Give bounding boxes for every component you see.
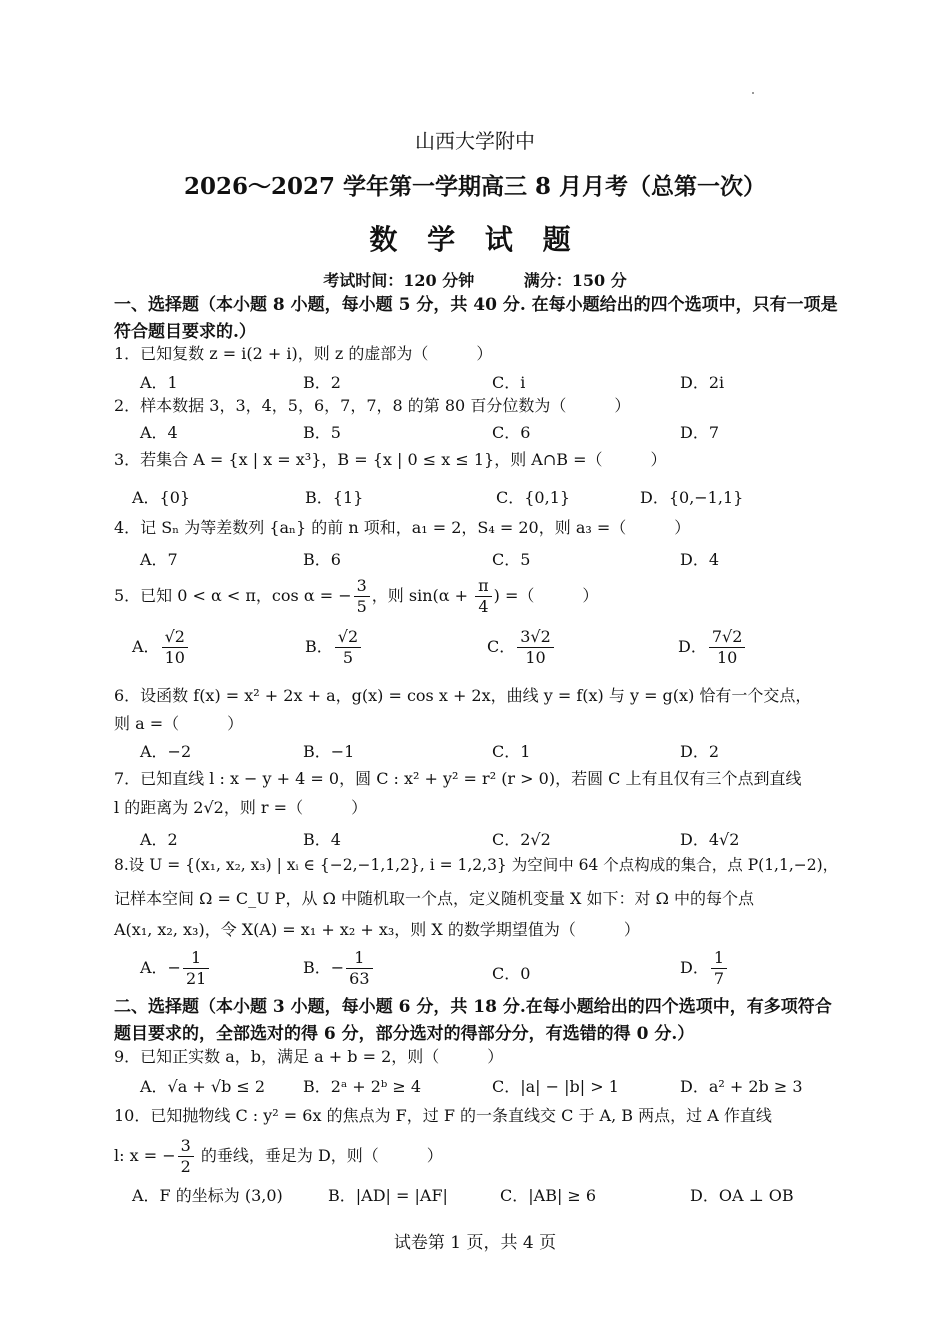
option-b bbox=[305, 627, 363, 668]
scan-dot bbox=[752, 92, 754, 94]
fraction-denominator: 5 bbox=[342, 648, 354, 667]
question-7-line-1: 7．已知直线 l : x − y + 4 = 0，圆 C : x² + y² = r² (r > 0)，若圆 C 上有且仅有三个点到直线 bbox=[114, 769, 802, 788]
question-10-line-2 bbox=[114, 1134, 840, 1178]
option-a: A．F 的坐标为 (3,0) bbox=[132, 1186, 283, 1205]
option-d: D．2 bbox=[680, 742, 720, 761]
fraction-numerator: √2 bbox=[335, 627, 361, 648]
fraction-numerator: 3√2 bbox=[517, 627, 554, 648]
option-fraction bbox=[335, 627, 361, 668]
exam-info bbox=[0, 268, 950, 291]
option-d: D．{0,−1,1} bbox=[640, 488, 744, 507]
subject-title: 数 学 试 题 bbox=[369, 223, 581, 256]
question-1: 1．已知复数 z = i(2 + i)，则 z 的虚部为（ ） bbox=[114, 344, 493, 363]
exam-title: 2026～2027 学年第一学期高三 8 月月考（总第一次） bbox=[183, 173, 767, 200]
question-10-line-2-prefix: l: x = − bbox=[114, 1146, 176, 1165]
option-c bbox=[487, 627, 556, 668]
question-3: 3．若集合 A = {x | x = x³}，B = {x | 0 ≤ x ≤ 1}，则 A∩B =（ ） bbox=[114, 450, 667, 469]
option-c: C．5 bbox=[492, 550, 531, 569]
question-5-mid: ，则 sin(α + bbox=[371, 586, 474, 605]
question-9: 9．已知正实数 a，b，满足 a + b = 2，则（ ） bbox=[114, 1047, 504, 1066]
school-name: 山西大学附中 bbox=[415, 129, 535, 153]
option-letter: A． bbox=[132, 637, 160, 656]
option-a: A．−2 bbox=[140, 742, 192, 761]
fraction-denominator: 4 bbox=[478, 597, 489, 616]
fraction-numerator: 1 bbox=[711, 948, 727, 969]
option-b: B．5 bbox=[303, 423, 341, 442]
fraction-denominator: 10 bbox=[716, 648, 738, 667]
fraction-numerator: 3 bbox=[354, 576, 370, 597]
option-d bbox=[680, 948, 729, 989]
option-a: A．1 bbox=[140, 373, 178, 392]
option-fraction bbox=[162, 627, 188, 668]
question-6-line-2: 则 a =（ ） bbox=[114, 714, 244, 733]
question-10-line-1: 10．已知抛物线 C : y² = 6x 的焦点为 F，过 F 的一条直线交 C 于 A, B 两点，过 A 作直线 bbox=[114, 1106, 772, 1125]
option-c: C．i bbox=[492, 373, 526, 392]
option-b: B．2ᵃ + 2ᵇ ≥ 4 bbox=[303, 1077, 422, 1096]
option-b: B．2 bbox=[303, 373, 341, 392]
question-5-prefix: 5．已知 0 < α < π，cos α = − bbox=[114, 586, 352, 605]
option-c: C．6 bbox=[492, 423, 531, 442]
fraction-directrix bbox=[178, 1136, 194, 1177]
exam-time: 考试时间：120 分钟 bbox=[323, 271, 475, 290]
question-8-line-1: 8.设 U = {(x₁, x₂, x₃) | xᵢ ∈ {−2,−1,1,2}, i = 1,2,3} 为空间中 64 个点构成的集合，点 P(1,1,−2)， bbox=[114, 856, 839, 874]
question-8-line-2: 记样本空间 Ω = C_U P，从 Ω 中随机取一个点，定义随机变量 X 如下：对 Ω 中的每个点 bbox=[114, 889, 754, 908]
fraction-denominator: 10 bbox=[525, 648, 546, 667]
option-fraction bbox=[517, 627, 554, 668]
option-fraction bbox=[709, 627, 746, 668]
option-letter: B． bbox=[305, 637, 333, 656]
option-c: C．0 bbox=[492, 964, 531, 983]
question-5-suffix: ) =（ ） bbox=[493, 586, 599, 605]
fraction-cos bbox=[354, 576, 370, 617]
option-b bbox=[303, 948, 375, 989]
option-letter: C． bbox=[487, 637, 516, 656]
option-a: A．7 bbox=[140, 550, 178, 569]
option-a: A．√a + √b ≤ 2 bbox=[140, 1077, 266, 1096]
option-c: C．1 bbox=[492, 742, 531, 761]
fraction-numerator: 7√2 bbox=[709, 627, 746, 648]
question-8-line-3: A(x₁, x₂, x₃)，令 X(A) = x₁ + x₂ + x₃，则 X 的数学期望值为（ ） bbox=[114, 920, 640, 939]
option-b: B．4 bbox=[303, 830, 341, 849]
option-letter: B．− bbox=[303, 958, 345, 977]
question-6-line-1: 6．设函数 f(x) = x² + 2x + a，g(x) = cos x + 2x，曲线 y = f(x) 与 y = g(x) 恰有一个交点， bbox=[114, 686, 812, 705]
fraction-denominator: 10 bbox=[164, 648, 185, 667]
option-c: C．2√2 bbox=[492, 830, 551, 849]
option-letter: A．− bbox=[140, 958, 181, 977]
fraction-pi bbox=[475, 576, 492, 617]
fraction-numerator: 1 bbox=[346, 948, 372, 969]
option-c: C．|a| − |b| > 1 bbox=[492, 1077, 619, 1096]
option-a: A．{0} bbox=[132, 488, 191, 507]
question-5 bbox=[114, 574, 840, 618]
option-letter: D． bbox=[680, 958, 709, 977]
option-d: D．4√2 bbox=[680, 830, 740, 849]
option-fraction bbox=[711, 948, 727, 989]
fraction-denominator: 2 bbox=[180, 1157, 191, 1176]
option-fraction bbox=[346, 948, 372, 989]
option-d bbox=[678, 627, 747, 668]
section2-heading: 二、选择题（本小题 3 小题，每小题 6 分，共 18 分.在每小题给出的四个选项中，有多项符合题目要求的，全部选对的得 6 分，部分选对的得部分分，有选错的得 0 分.） bbox=[114, 997, 832, 1044]
option-a bbox=[140, 948, 211, 989]
option-d: D．4 bbox=[680, 550, 720, 569]
question-2: 2．样本数据 3，3，4，5，6，7，7，8 的第 80 百分位数为（ ） bbox=[114, 396, 631, 415]
option-fraction bbox=[183, 948, 209, 989]
option-b: B．6 bbox=[303, 550, 341, 569]
fraction-numerator: π bbox=[475, 576, 492, 597]
option-a: A．2 bbox=[140, 830, 178, 849]
option-d: D．OA ⊥ OB bbox=[690, 1186, 794, 1205]
fraction-denominator: 5 bbox=[356, 597, 367, 616]
option-c: C．{0,1} bbox=[496, 488, 571, 507]
option-b: B．−1 bbox=[303, 742, 355, 761]
section1-heading: 一、选择题（本小题 8 小题，每小题 5 分，共 40 分. 在每小题给出的四个选项中，只有一项是符合题目要求的.） bbox=[114, 295, 838, 342]
fraction-numerator: √2 bbox=[162, 627, 188, 648]
option-d: D．a² + 2b ≥ 3 bbox=[680, 1077, 803, 1096]
option-d: D．7 bbox=[680, 423, 720, 442]
fraction-numerator: 3 bbox=[178, 1136, 194, 1157]
option-a: A．4 bbox=[140, 423, 178, 442]
option-b: B．|AD| = |AF| bbox=[328, 1186, 448, 1205]
option-letter: D． bbox=[678, 637, 707, 656]
fraction-denominator: 21 bbox=[185, 969, 207, 988]
page-footer: 试卷第 1 页，共 4 页 bbox=[393, 1233, 557, 1253]
fraction-denominator: 7 bbox=[713, 969, 725, 988]
option-a bbox=[132, 627, 190, 668]
option-c: C．|AB| ≥ 6 bbox=[500, 1186, 597, 1205]
fraction-numerator: 1 bbox=[183, 948, 209, 969]
option-b: B．{1} bbox=[305, 488, 364, 507]
fraction-denominator: 63 bbox=[349, 969, 370, 988]
question-7-line-2: l 的距离为 2√2，则 r =（ ） bbox=[114, 798, 368, 817]
question-10-line-2-suffix: 的垂线，垂足为 D，则（ ） bbox=[195, 1146, 443, 1165]
exam-score: 满分：150 分 bbox=[523, 271, 627, 290]
option-d: D．2i bbox=[680, 373, 725, 392]
question-4: 4．记 Sₙ 为等差数列 {aₙ} 的前 n 项和，a₁ = 2，S₄ = 20，则 a₃ =（ ） bbox=[114, 518, 691, 537]
